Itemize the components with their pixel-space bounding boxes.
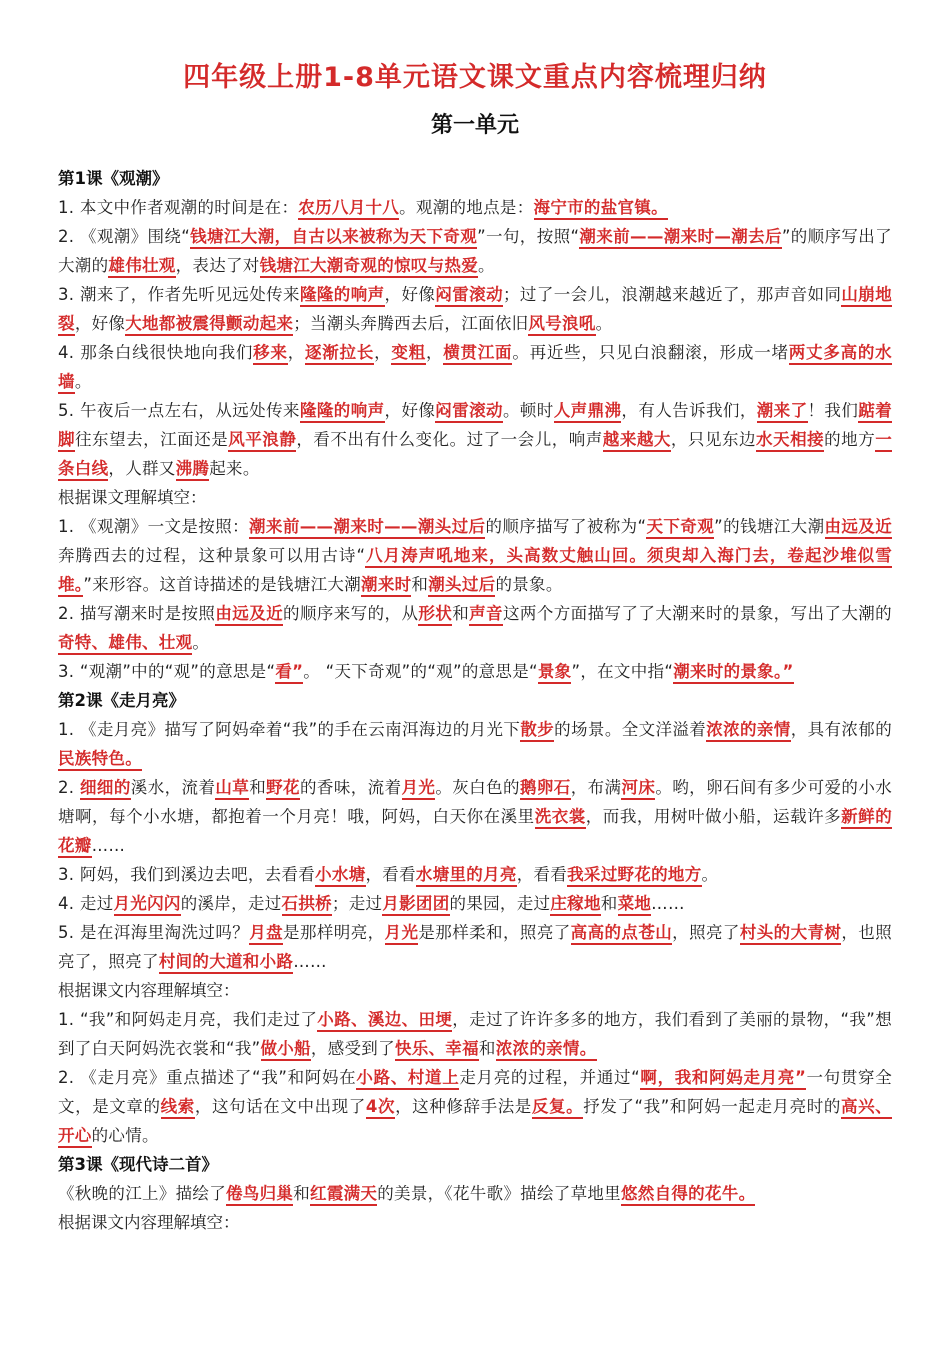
highlighted-answer: 越来越大 xyxy=(603,430,671,452)
text-run: 的景象。 xyxy=(495,575,563,594)
text-run: 和 xyxy=(249,778,267,797)
highlighted-answer: 民族特色。 xyxy=(58,749,142,771)
text-run: 一句贯穿全文，是文章的 xyxy=(58,1068,892,1116)
paragraph xyxy=(58,860,892,889)
text-run: 4. 那条白线很快地向我们 xyxy=(58,343,254,362)
highlighted-answer: 山崩地裂 xyxy=(58,285,892,336)
text-run: 5. 午夜后一点左右，从远处传来 xyxy=(58,401,300,420)
highlighted-answer: 钱塘江大潮奇观的惊叹与热爱 xyxy=(260,256,478,278)
text-run: ”来形容。这首诗描述的是钱塘江大潮 xyxy=(83,575,362,594)
lesson-title: 第3课《现代诗二首》 xyxy=(58,1155,218,1174)
highlighted-answer: 风平浪静 xyxy=(228,430,296,452)
highlighted-answer: 做小船 xyxy=(261,1039,311,1061)
text-run: 。顿时 xyxy=(502,401,554,420)
text-run: ，人群又 xyxy=(108,459,176,478)
highlighted-answer: 声音 xyxy=(469,604,503,626)
text-run: 的顺序来写的，从 xyxy=(283,604,419,623)
highlighted-answer: 闷雷滚动 xyxy=(435,285,503,307)
text-run: ，好像 xyxy=(384,285,436,304)
paragraph xyxy=(58,918,892,976)
highlighted-answer: 菜地 xyxy=(618,894,652,916)
text-run: 走月亮的过程，并通过“ xyxy=(459,1068,641,1087)
text-run: ，而我，用树叶做小船，运载许多 xyxy=(585,807,842,826)
highlighted-answer: 两丈多高的水墙 xyxy=(58,343,892,394)
text-run: 3. 阿妈，我们到溪边去吧，去看看 xyxy=(58,865,316,884)
text-run: ，照亮了 xyxy=(672,923,740,942)
text-run: 奔腾西去的过程，这种景象可以用古诗“ xyxy=(58,546,366,565)
text-run: ”一句，按照“ xyxy=(477,227,580,246)
section-heading: 根据课文内容理解填空： xyxy=(58,981,240,1000)
highlighted-answer: 横贯江面 xyxy=(443,343,512,365)
highlighted-answer: 月光闪闪 xyxy=(114,894,181,916)
text-run: ，走过了许许多多的地方，我们看到了美丽的景物，“我”想到了白天阿妈洗衣裳和“我” xyxy=(58,1010,892,1058)
paragraph xyxy=(58,512,892,599)
paragraph xyxy=(58,280,892,338)
highlighted-answer: 变粗 xyxy=(391,343,426,365)
highlighted-answer: 踮着脚 xyxy=(58,401,892,452)
highlighted-answer: 鹅卵石 xyxy=(520,778,571,800)
paragraph xyxy=(58,396,892,483)
text-run: 2. 描写潮来时是按照 xyxy=(58,604,216,623)
text-run: …… xyxy=(91,836,126,855)
highlighted-answer: 移来 xyxy=(253,343,288,365)
highlighted-answer: 村头的大青树 xyxy=(740,923,842,945)
paragraph xyxy=(58,1179,892,1208)
text-run: ，好像 xyxy=(384,401,436,420)
highlighted-answer: 农历八月十八 xyxy=(298,198,399,220)
highlighted-answer: 海宁市的盐官镇。 xyxy=(534,198,668,220)
highlighted-answer: 一条白线 xyxy=(58,430,892,481)
text-run: 的心情。 xyxy=(91,1126,159,1145)
highlighted-answer: 洗衣裳 xyxy=(535,807,586,829)
highlighted-answer: 月光 xyxy=(402,778,436,800)
text-run: 是那样明亮， xyxy=(283,923,385,942)
text-run: 是那样柔和，照亮了 xyxy=(418,923,571,942)
highlighted-answer: 倦鸟归巢 xyxy=(226,1184,293,1206)
highlighted-answer: 野花 xyxy=(266,778,300,800)
text-run: 的溪岸，走过 xyxy=(180,894,282,913)
text-run: 和 xyxy=(452,604,470,623)
text-run: 1. 本文中作者观潮的时间是在： xyxy=(58,198,299,217)
highlighted-answer: 快乐、幸福 xyxy=(395,1039,479,1061)
highlighted-answer: 沸腾 xyxy=(176,459,210,481)
text-run: 。 xyxy=(478,256,495,275)
text-run: …… xyxy=(651,894,685,913)
paragraph xyxy=(58,222,892,280)
highlighted-answer: 月盘 xyxy=(249,923,283,945)
text-run: 和 xyxy=(293,1184,311,1203)
highlighted-answer: 高高的点苍山 xyxy=(571,923,673,945)
text-run: ，感受到了 xyxy=(310,1039,395,1058)
text-run: 2. 《观潮》围绕“ xyxy=(58,227,191,246)
highlighted-answer: 水塘里的月亮 xyxy=(416,865,517,887)
highlighted-answer: 小路、村道上 xyxy=(356,1068,459,1090)
highlighted-answer: 悠然自得的花牛。 xyxy=(621,1184,755,1206)
highlighted-answer: 线索 xyxy=(161,1097,195,1119)
lesson-title: 第2课《走月亮》 xyxy=(58,691,185,710)
paragraph xyxy=(58,1005,892,1063)
highlighted-answer: 石拱桥 xyxy=(282,894,332,916)
paragraph xyxy=(58,193,892,222)
section-heading: 根据课文理解填空： xyxy=(58,488,207,507)
highlighted-answer: 啊，我和阿妈走月亮” xyxy=(640,1068,806,1090)
text-run: 。 xyxy=(701,865,719,884)
text-run: 2. xyxy=(58,778,81,797)
text-run: …… xyxy=(293,952,327,971)
text-run: 1. 《走月亮》描写了阿妈牵着“我”的手在云南洱海边的月光下 xyxy=(58,720,521,739)
highlighted-answer: 浓浓的亲情 xyxy=(706,720,791,742)
highlighted-answer: 小路、溪边、田埂 xyxy=(317,1010,452,1032)
text-run: 1. 《观潮》一文是按照： xyxy=(58,517,250,536)
highlighted-answer: 看” xyxy=(275,662,303,684)
highlighted-answer: 八月涛声吼地来，头高数丈触山回。须臾却入海门去，卷起沙堆似雪堆。 xyxy=(58,546,892,597)
text-run: ， xyxy=(374,343,392,362)
highlighted-answer: 我采过野花的地方 xyxy=(567,865,701,887)
text-run: ；走过 xyxy=(331,894,383,913)
highlighted-answer: 潮来前——潮来时—潮去后 xyxy=(579,227,782,249)
highlighted-answer: 月影团团 xyxy=(382,894,449,916)
text-run: ，这句话在文中出现了 xyxy=(194,1097,366,1116)
highlighted-answer: 潮来了 xyxy=(757,401,808,423)
highlighted-answer: 形状 xyxy=(418,604,452,626)
text-run: 和 xyxy=(600,894,618,913)
section-heading: 根据课文内容理解填空： xyxy=(58,1213,240,1232)
text-run: ，表达了对 xyxy=(175,256,260,275)
text-run: 。 “天下奇观”的“观”的意思是“ xyxy=(303,662,538,681)
text-run: 的香味，流着 xyxy=(299,778,402,797)
highlighted-answer: 钱塘江大潮，自古以来被称为天下奇观 xyxy=(190,227,477,249)
paragraph xyxy=(58,599,892,657)
text-run: 3. 潮来了，作者先听见远处传来 xyxy=(58,285,300,304)
highlighted-answer: 逐渐拉长 xyxy=(305,343,374,365)
highlighted-answer: 浓浓的亲情。 xyxy=(496,1039,597,1061)
paragraph xyxy=(58,1063,892,1150)
text-run: 1. “我”和阿妈走月亮，我们走过了 xyxy=(58,1010,318,1029)
text-run: 的果园，走过 xyxy=(449,894,551,913)
highlighted-answer: 月光 xyxy=(385,923,419,945)
text-run: ；过了一会儿，浪潮越来越近了，那声音如同 xyxy=(503,285,842,304)
text-run: 。 xyxy=(595,314,613,333)
text-run: ， xyxy=(287,343,305,362)
highlighted-answer: 由远及近 xyxy=(215,604,283,626)
paragraph xyxy=(58,715,892,773)
text-run: ，看看 xyxy=(365,865,416,884)
text-run: 的场景。全文洋溢着 xyxy=(554,720,707,739)
text-run: ，看看 xyxy=(516,865,568,884)
text-run: 起来。 xyxy=(209,459,260,478)
text-run: ”的钱塘江大潮 xyxy=(714,517,825,536)
unit-title: 第一单元 xyxy=(430,113,519,138)
highlighted-answer: 4次 xyxy=(366,1097,395,1119)
highlighted-answer: 高兴、开心 xyxy=(58,1097,892,1148)
highlighted-answer: 红霞满天 xyxy=(310,1184,377,1206)
text-run: ”的顺序写出了大潮的 xyxy=(58,227,892,275)
text-run: 。灰白色的 xyxy=(435,778,520,797)
text-run: ，也照亮了，照亮了 xyxy=(58,923,892,971)
highlighted-answer: 潮来时 xyxy=(361,575,411,597)
highlighted-answer: 小水塘 xyxy=(315,865,365,887)
highlighted-answer: 水天相接 xyxy=(756,430,824,452)
lesson-title: 第1课《观潮》 xyxy=(58,169,169,188)
highlighted-answer: 潮来时的景象。” xyxy=(673,662,794,684)
highlighted-answer: 反复。 xyxy=(532,1097,583,1119)
text-run: ，看不出有什么变化。过了一会儿，响声 xyxy=(296,430,603,449)
text-run: ；当潮头奔腾西去后，江面依旧 xyxy=(293,314,529,333)
text-run: 5. 是在洱海里淘洗过吗？ xyxy=(58,923,250,942)
text-run: 往东望去，江面还是 xyxy=(75,430,229,449)
highlighted-answer: 天下奇观 xyxy=(646,517,714,539)
highlighted-answer: 闷雷滚动 xyxy=(435,401,503,423)
highlighted-answer: 雄伟壮观 xyxy=(108,256,175,278)
text-run: 的地方 xyxy=(824,430,876,449)
text-run: ！我们 xyxy=(807,401,859,420)
highlighted-answer: 隆隆的响声 xyxy=(300,285,385,307)
text-run: 4. 走过 xyxy=(58,894,114,913)
highlighted-answer: 潮来前——潮来时——潮头过后 xyxy=(249,517,485,539)
paragraph xyxy=(58,773,892,860)
highlighted-answer: 庄稼地 xyxy=(550,894,600,916)
highlighted-answer: 细细的 xyxy=(80,778,131,800)
text-run: 抒发了“我”和阿妈一起走月亮时的 xyxy=(583,1097,841,1116)
text-run: ，好像 xyxy=(74,314,126,333)
text-run: 这两个方面描写了了大潮来时的景象，写出了大潮的 xyxy=(502,604,892,623)
highlighted-answer: 隆隆的响声 xyxy=(300,401,385,423)
text-run: ，只见东边 xyxy=(670,430,757,449)
highlighted-answer: 河床 xyxy=(621,778,655,800)
highlighted-answer: 由远及近 xyxy=(825,517,893,539)
document-body xyxy=(58,164,892,1237)
text-run: ，具有浓郁的 xyxy=(790,720,892,739)
highlighted-answer: 人声鼎沸 xyxy=(554,401,622,423)
text-run: ，布满 xyxy=(570,778,622,797)
highlighted-answer: 散步 xyxy=(520,720,554,742)
text-run: 和 xyxy=(411,575,429,594)
text-run: ， xyxy=(425,343,444,362)
document-title: 四年级上册1-8单元语文课文重点内容梳理归纳 xyxy=(183,62,767,93)
text-run: 。 xyxy=(192,633,210,652)
paragraph xyxy=(58,889,892,918)
highlighted-answer: 村间的大道和小路 xyxy=(159,952,293,974)
text-run: 。 xyxy=(74,372,92,391)
text-run: 。哟，卵石间有多少可爱的小水塘啊，每个小水塘，都抱着一个月亮！哦，阿妈，白天你在溪里 xyxy=(58,778,893,826)
text-run: ”，在文中指“ xyxy=(571,662,674,681)
text-run: 和 xyxy=(478,1039,496,1058)
text-run: 。观潮的地点是： xyxy=(399,198,534,217)
highlighted-answer: 大地都被震得颤动起来 xyxy=(125,314,293,336)
highlighted-answer: 山草 xyxy=(215,778,249,800)
text-run: 2. 《走月亮》重点描述了“我”和阿妈在 xyxy=(58,1068,357,1087)
text-run: 。再近些，只见白浪翻滚，形成一堵 xyxy=(512,343,789,362)
text-run: ，这种修辞手法是 xyxy=(395,1097,532,1116)
highlighted-answer: 景象 xyxy=(538,662,572,684)
text-run: 的顺序描写了被称为“ xyxy=(485,517,647,536)
text-run: ，有人告诉我们， xyxy=(621,401,757,420)
highlighted-answer: 潮头过后 xyxy=(428,575,495,597)
text-run: 溪水，流着 xyxy=(130,778,216,797)
paragraph xyxy=(58,657,892,686)
paragraph xyxy=(58,338,892,396)
highlighted-answer: 新鲜的花瓣 xyxy=(58,807,892,858)
text-run: 《秋晚的江上》描绘了 xyxy=(58,1184,226,1203)
highlighted-answer: 风号浪吼 xyxy=(528,314,595,336)
text-run: 的美景，《花牛歌》描绘了草地里 xyxy=(377,1184,621,1203)
text-run: 3. “观潮”中的“观”的意思是“ xyxy=(58,662,276,681)
highlighted-answer: 奇特、雄伟、壮观 xyxy=(58,633,192,655)
